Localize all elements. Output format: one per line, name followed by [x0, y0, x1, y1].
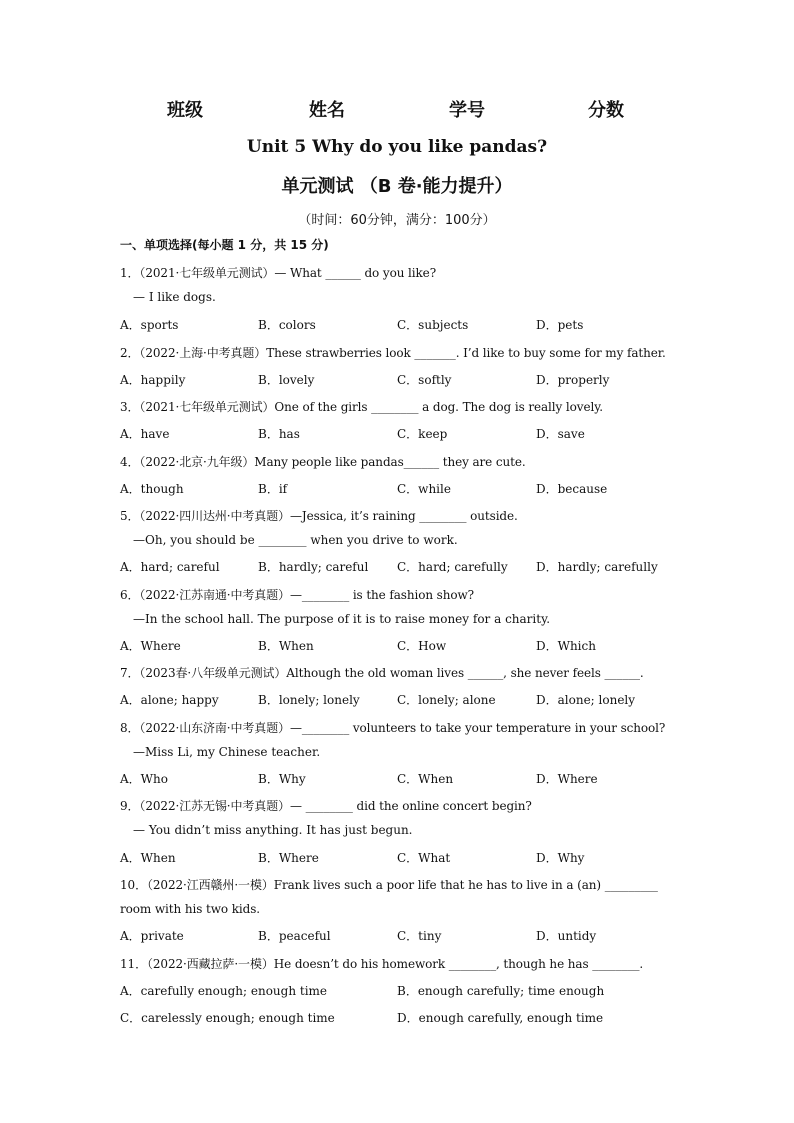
question-4-option-c: C．while — [397, 482, 451, 496]
question-9-option-b: B．Where — [258, 851, 319, 865]
question-9-sub: — You didn’t miss anything. It has just begun. — [133, 823, 413, 837]
question-5-option-a: A．hard; careful — [120, 560, 220, 574]
unit-title: Unit 5 Why do you like pandas? — [246, 137, 548, 157]
question-9-option-d: D．Why — [536, 851, 585, 865]
test-time-info: （时间：60分钟，满分：100分） — [298, 213, 496, 228]
question-6-option-d: D．Which — [536, 639, 596, 653]
question-10-sub: room with his two kids. — [120, 902, 260, 916]
question-9-option-a: A．When — [120, 851, 176, 865]
question-2-option-d: D．properly — [536, 373, 610, 387]
question-5-option-c: C．hard; carefully — [397, 560, 508, 574]
question-7-option-c: C．lonely; alone — [397, 693, 496, 707]
question-6-sub: —In the school hall. The purpose of it is to raise money for a charity. — [133, 612, 551, 626]
question-7-option-b: B．lonely; lonely — [258, 693, 360, 707]
question-3-option-c: C．keep — [397, 427, 448, 441]
question-1-option-a: A．sports — [120, 318, 179, 332]
question-10-option-d: D．untidy — [536, 929, 597, 943]
question-7-option-d: D．alone; lonely — [536, 693, 636, 707]
question-6-option-a: A．Where — [120, 639, 181, 653]
question-9-stem: 9．（2022·江苏无锡·中考真题）— ________ did the online concert begin? — [120, 799, 532, 813]
question-8-option-c: C．When — [397, 772, 454, 786]
test-subtitle: 单元测试 （B 卷·能力提升） — [281, 176, 513, 197]
question-8-option-b: B．Why — [258, 772, 306, 786]
question-1-stem: 1．（2021·七年级单元测试）— What ______ do you like? — [120, 266, 437, 280]
question-10-stem: 10．（2022·江西赣州·一模）Frank lives such a poor life that he has to live in a (an) _________ — [120, 878, 658, 892]
question-11-option-d: D．enough carefully, enough time — [397, 1011, 604, 1025]
question-2-option-b: B．lovely — [258, 373, 315, 387]
question-1-sub: — I like dogs. — [133, 290, 216, 304]
student-id-label: 学号 — [449, 100, 485, 121]
question-5-option-d: D．hardly; carefully — [536, 560, 658, 574]
question-8-stem: 8．（2022·山东济南·中考真题）—________ volunteers to take your temperature in your school? — [120, 721, 666, 735]
name-label: 姓名 — [309, 100, 345, 121]
question-5-stem: 5．（2022·四川达州·中考真题）—Jessica, it’s raining ________ outside. — [120, 509, 518, 523]
question-6-option-c: C．How — [397, 639, 447, 653]
question-4-option-d: D．because — [536, 482, 608, 496]
section-heading: 一、单项选择(每小题 1 分，共 15 分) — [120, 238, 329, 252]
question-10-option-c: C．tiny — [397, 929, 442, 943]
question-4-stem: 4．（2022·北京·九年级）Many people like pandas______ they are cute. — [120, 455, 526, 469]
question-10-option-a: A．private — [120, 929, 184, 943]
question-8-sub: —Miss Li, my Chinese teacher. — [133, 745, 321, 759]
question-11-stem: 11．（2022·西藏拉萨·一模）He doesn’t do his homework ________, though he has ________. — [120, 957, 644, 971]
question-3-stem: 3．（2021·七年级单元测试）One of the girls ________ a dog. The dog is really lovely. — [120, 400, 603, 414]
question-4-option-a: A．though — [120, 482, 184, 496]
question-3-option-d: D．save — [536, 427, 585, 441]
question-2-option-c: C．softly — [397, 373, 452, 387]
question-6-option-b: B．When — [258, 639, 314, 653]
question-8-option-a: A．Who — [120, 772, 168, 786]
question-2-stem: 2．（2022·上海·中考真题）These strawberries look _______. I’d like to buy some for my father. — [120, 346, 666, 360]
question-4-option-b: B．if — [258, 482, 288, 496]
question-1-option-b: B．colors — [258, 318, 316, 332]
question-6-stem: 6．（2022·江苏南通·中考真题）—________ is the fashion show? — [120, 588, 475, 602]
question-11-option-b: B．enough carefully; time enough — [397, 984, 605, 998]
class-label: 班级 — [167, 100, 203, 121]
question-3-option-b: B．has — [258, 427, 300, 441]
question-1-option-c: C．subjects — [397, 318, 469, 332]
question-5-option-b: B．hardly; careful — [258, 560, 369, 574]
question-2-option-a: A．happily — [120, 373, 186, 387]
question-3-option-a: A．have — [120, 427, 170, 441]
question-11-option-a: A．carefully enough; enough time — [120, 984, 328, 998]
question-8-option-d: D．Where — [536, 772, 598, 786]
student-info-row — [0, 96, 794, 122]
question-10-option-b: B．peaceful — [258, 929, 331, 943]
question-7-option-a: A．alone; happy — [120, 693, 219, 707]
score-label: 分数 — [588, 100, 624, 121]
question-1-option-d: D．pets — [536, 318, 584, 332]
question-9-option-c: C．What — [397, 851, 451, 865]
question-5-sub: —Oh, you should be ________ when you drive to work. — [133, 533, 458, 547]
question-11-option-c: C．carelessly enough; enough time — [120, 1011, 335, 1025]
question-7-stem: 7．（2023春·八年级单元测试）Although the old woman lives ______, she never feels ______. — [120, 666, 644, 680]
